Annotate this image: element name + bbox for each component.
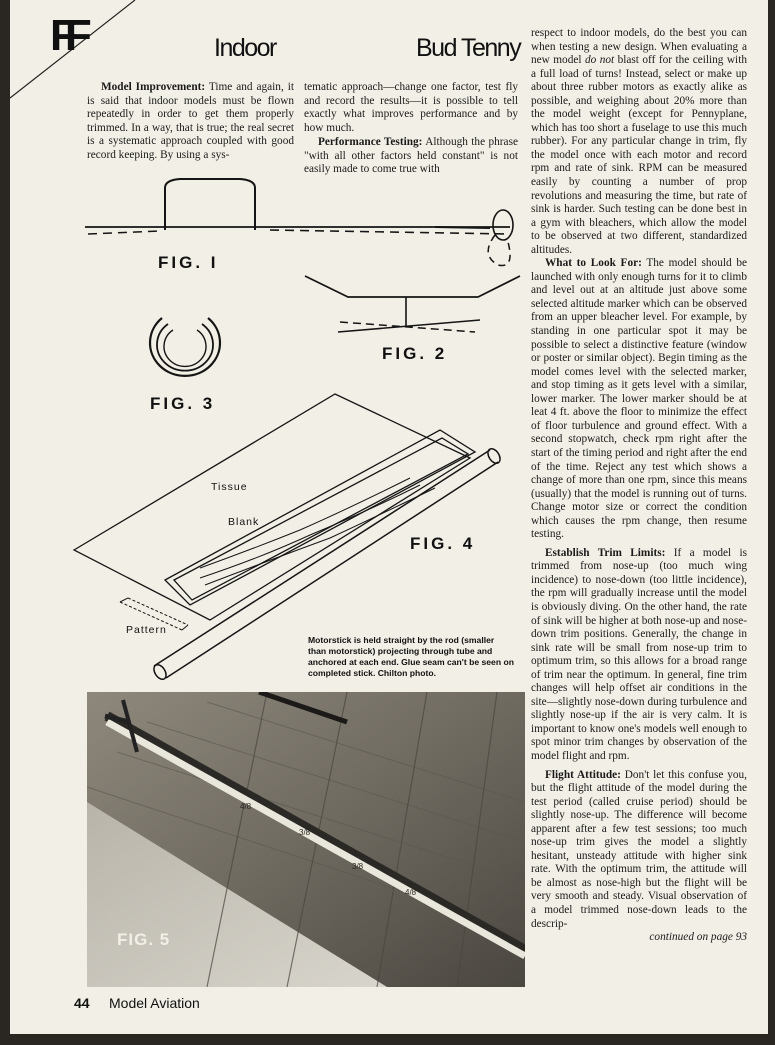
col3-paragraph-1: respect to indoor models, do the best you can when testing a new design. When evaluating a new model [531, 27, 747, 67]
pattern-label: Pattern [126, 624, 167, 636]
fig1-drawing [70, 170, 530, 280]
author-name: Bud Tenny [416, 34, 521, 62]
fig2-label: FIG. 2 [382, 344, 448, 363]
col3-paragraph-1-rest: blast off for the ceiling with a full load of turns! Instead, select or make up about three rubber motors as exactly alike as possible, and weighing about 20% more than the model weight (except for Pennyplane, which has too short a fuselage to use this much rubber). For any particular change in trim, fly the model once with each motor and record rpm and rate of sink. RPM can be measured easily by counting a number of prop revolutions and measuring the time, but rate of sink is harder. Such testing can be done best in a gym with bleachers, which allow the model to be observed at two different, standardized altitudes. [531, 54, 747, 256]
fig3-label: FIG. 3 [150, 394, 216, 413]
performance-testing-text: Although the phrase "with all other factors held constant" is not easily made to come true with [304, 136, 518, 176]
magazine-name: Model Aviation [109, 995, 200, 1011]
continued-note: continued on page 93 [649, 931, 747, 944]
fig2-drawing [300, 270, 530, 340]
ruler-mark-1: 4/8 [240, 802, 252, 811]
fig1-label: FIG. I [158, 253, 219, 272]
model-improvement-heading: Model Improvement: [101, 81, 206, 93]
col3-emphasis: do not [584, 54, 615, 67]
model-improvement-text: Time and again, it is said that indoor models must be flown repeatedly in order to get them properly trimmed. In a way, that is true; the real secret is a systematic approach coupled with good record keeping. By using a sys- [87, 81, 294, 161]
trim-limits-heading: Establish Trim Limits: [545, 546, 666, 559]
page-number: 44 [74, 995, 90, 1011]
fig5-label: FIG. 5 [117, 930, 171, 949]
fig4-label: FIG. 4 [410, 534, 476, 553]
fig3-drawing [140, 308, 230, 388]
column-2-text [304, 81, 518, 177]
flight-attitude-heading: Flight Attitude: [545, 768, 621, 781]
magazine-page [10, 0, 768, 1034]
performance-testing-heading: Performance Testing: [318, 136, 423, 149]
col2-paragraph-1: tematic approach—change one factor, test fly and record the results—it is possible to tell exactly what improves performance and by how much. [304, 81, 518, 134]
trim-limits-text: If a model is trimmed from nose-up (too much wing incidence) to nose-down (too little incidence), the rpm will gradually increase until the model is obviously diving. On the other hand, the rate of sink will be higher at both nose-up and nose-down trim positions. Generally, the change in sink rate will be small from nose-up trim to optimum trim, so this allows for a broad range of trim near the optimum. In general, fine trim changes will help offset air conditions in the site—slightly nose-down during turbulence and slightly nose-up if the air is very calm. It is important to know one's models well enough to spot minor trim changes by observation of the model flight and rpm. [531, 546, 748, 762]
blank-label: Blank [228, 516, 260, 528]
column-1-text [87, 81, 294, 162]
fig5-photo [87, 692, 525, 987]
photo-caption: Motorstick is held straight by the rod (smaller than motorstick) projecting through tube and anchored at each end. Glue seam can't be seen on completed stick. Chilton photo. [308, 635, 514, 678]
what-to-look-for-text: The model should be launched with only enough turns for it to climb and level out at an altitude just above some selected altitude marker which can be observed from an upper bleacher level. For example, by standing in one particular spot it may be possible to select a distinctive feature (window or poster or similar object). Begin timing as the model comes level with the selected marker, and stop timing as it gets level with a similar, lower marker. The lower marker should be at leat 4 ft. above the floor to minimize the effect of floor turbulence and ground effect. With a second stopwatch, check rpm right after the start of the timing period and right after the end of the time. Reject any test which shows a change of more than one rpm, since this means (usually) that the model is running out of turns. Change motor size or correct the condition which causes the rpm change, then resume testing. [531, 257, 747, 541]
ruler-mark-4: 4/8 [405, 888, 417, 897]
ruler-mark-3: 3/8 [352, 862, 364, 871]
flight-attitude-text: Don't let this confuse you, but the flight attitude of the model during the test period (called cruise period) should be slightly nose-up. The difference will become apparent after a few test sessions; too much nose-up trim gives the model a slightly hesitant, unsteady attitude with higher sink rate. With the optimum trim, the attitude will be almost as nose-high but the flight will be very smooth and steady. Visual observation of a model trimmed nose-down leads to the descrip- [531, 768, 747, 930]
what-to-look-for-heading: What to Look For: [545, 257, 642, 270]
tissue-label: Tissue [211, 481, 248, 493]
ruler-mark-2: 3/8 [299, 828, 311, 837]
column-3-text [531, 27, 747, 945]
ff-logo: FF [50, 11, 80, 60]
section-title: Indoor [214, 34, 276, 62]
